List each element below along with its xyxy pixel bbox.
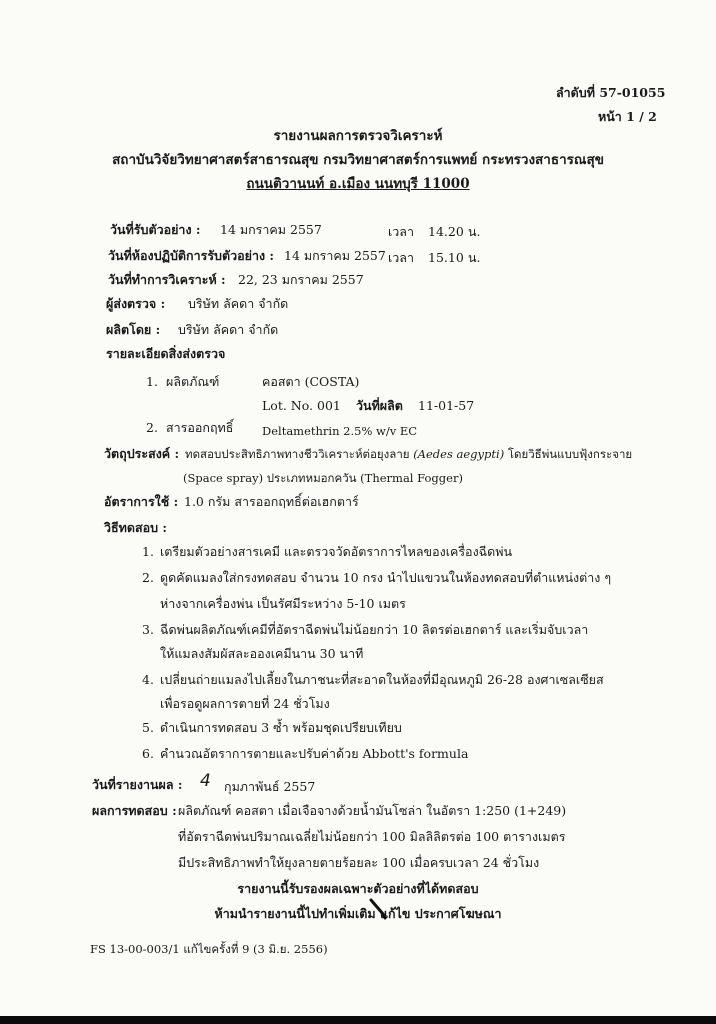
report-day-handwritten: 4 [200,771,211,791]
prohibition-note: ห้ามนำรายงานนี้ไปทำเพิ่มเติม แก้ไข ประกาศโฆษณา [214,906,502,921]
result-line-3: มีประสิทธิภาพทำให้ยุงลายตายร้อยละ 100 เมื่อครบเวลา 24 ชั่วโมง [178,855,540,870]
page-number: หน้า 1 / 2 [598,109,657,124]
institute-address: ถนนติวานนท์ อ.เมือง นนทบุรี 11000 [246,176,470,192]
result-label: ผลการทดสอบ : [92,803,177,818]
form-code: FS 13-00-003/1 แก้ไขครั้งที่ 9 (3 มิ.ย. 2556) [90,942,328,956]
lab-date: 14 มกราคม 2557 [284,248,386,263]
method-step-number: 4. [142,672,154,687]
result-line-1: ผลิตภัณฑ์ คอสตา เมื่อเจือจางด้วยน้ำมันโซล่า ในอัตรา 1:250 (1+249) [178,803,567,818]
manufacture-date-label: วันที่ผลิต [356,398,403,413]
method-step-number: 6. [142,746,154,761]
analysis-date: 22, 23 มกราคม 2557 [238,272,364,287]
manufacture-date: 11-01-57 [418,398,475,413]
method-step-number: 3. [142,622,154,637]
received-date: 14 มกราคม 2557 [220,222,322,237]
lab-time: 15.10 [428,250,464,265]
item-1-number: 1. [146,374,158,389]
received-date-label: วันที่รับตัวอย่าง : [110,222,201,237]
sender-label: ผู้ส่งตรวจ : [106,296,166,311]
purpose-line-2: (Space spray) ประเภทหมอกควัน (Thermal Fogger) [183,471,463,485]
method-step-text-cont: เพื่อรอดูผลการตายที่ 24 ชั่วโมง [160,696,330,711]
purpose-text-a: ทดสอบประสิทธิภาพทางชีววิเคราะห์ต่อยุงลาย [185,447,410,461]
method-step-text: ฉีดพ่นผลิตภัณฑ์เคมีที่อัตราฉีดพ่นไม่น้อยกว่า 10 ลิตรต่อเฮกตาร์ และเริ่มจับเวลา [160,622,589,637]
method-step-text: คำนวณอัตราการตายและปรับค่าด้วย Abbott's formula [160,746,469,761]
lab-time-label: เวลา [388,250,414,265]
method-step-text-cont: ห่างจากเครื่องพ่น เป็นรัศมีระหว่าง 5-10 เมตร [160,596,406,611]
usage-rate-value: 1.0 กรัม สารออกฤทธิ์ต่อเฮกตาร์ [184,494,359,509]
details-heading: รายละเอียดสิ่งส่งตรวจ [106,346,226,361]
product-label: ผลิตภัณฑ์ [166,374,220,389]
species-name: (Aedes aegypti) [413,447,505,461]
bottom-edge [0,1016,716,1024]
method-step-number: 2. [142,570,154,585]
method-step-text-cont: ให้แมลงสัมผัสละอองเคมีนาน 30 นาที [160,646,364,661]
purpose-label: วัตถุประสงค์ : [104,446,180,461]
analysis-date-label: วันที่ทำการวิเคราะห์ : [108,272,226,287]
report-title: รายงานผลการตรวจวิเคราะห์ [273,128,443,144]
method-step-text: ดูดคัดแมลงใส่กรงทดสอบ จำนวน 10 กรง นำไปแขวนในห้องทดสอบที่ตำแหน่งต่าง ๆ [160,570,612,585]
document-number: ลำดับที่ 57-01055 [556,85,666,100]
usage-rate-label: อัตราการใช้ : [104,494,179,509]
pen-mark-icon [369,898,387,920]
sender-name: บริษัท ลัคดา จำกัด [188,296,289,311]
method-step-text: เปลี่ยนถ่ายแมลงไปเลี้ยงในภาชนะที่สะอาดในห้องที่มีอุณหภูมิ 26-28 องศาเซลเซียส [160,672,604,687]
method-step-text: เตรียมตัวอย่างสารเคมี และตรวจวัดอัตราการไหลของเครื่องฉีดพ่น [160,544,513,559]
method-step-number: 5. [142,720,154,735]
method-heading: วิธีทดสอบ : [104,520,168,535]
received-time-unit: น. [468,224,481,239]
lot-number: Lot. No. 001 [262,398,341,413]
manufacturer-name: บริษัท ลัคดา จำกัด [178,322,279,337]
lab-date-label: วันที่ห้องปฏิบัติการรับตัวอย่าง : [108,248,275,263]
received-time-label: เวลา [388,224,414,239]
certification-note: รายงานนี้รับรองผลเฉพาะตัวอย่างที่ได้ทดสอบ [237,881,479,896]
purpose-line-1 [185,446,632,462]
method-step-text: ดำเนินการทดสอบ 3 ซ้ำ พร้อมชุดเปรียบเทียบ [160,720,402,735]
product-name: คอสตา (COSTA) [262,374,360,389]
active-ingredient: Deltamethrin 2.5% w/v EC [262,424,418,438]
manufacturer-label: ผลิตโดย : [106,322,161,337]
report-date-label: วันที่รายงานผล : [92,777,183,792]
lab-time-unit: น. [468,250,481,265]
item-2-number: 2. [146,420,158,435]
report-month-year: กุมภาพันธ์ 2557 [224,779,316,794]
active-ingredient-label: สารออกฤทธิ์ [166,420,234,435]
method-step-number: 1. [142,544,154,559]
purpose-text-b: โดยวิธีพ่นแบบฟุ้งกระจาย [507,447,633,461]
received-time: 14.20 [428,224,464,239]
result-line-2: ที่อัตราฉีดพ่นปริมาณเฉลี่ยไม่น้อยกว่า 100 มิลลิลิตรต่อ 100 ตารางเมตร [178,829,566,844]
institute-name: สถาบันวิจัยวิทยาศาสตร์สาธารณสุข กรมวิทยาศาสตร์การแพทย์ กระทรวงสาธารณสุข [112,152,604,168]
